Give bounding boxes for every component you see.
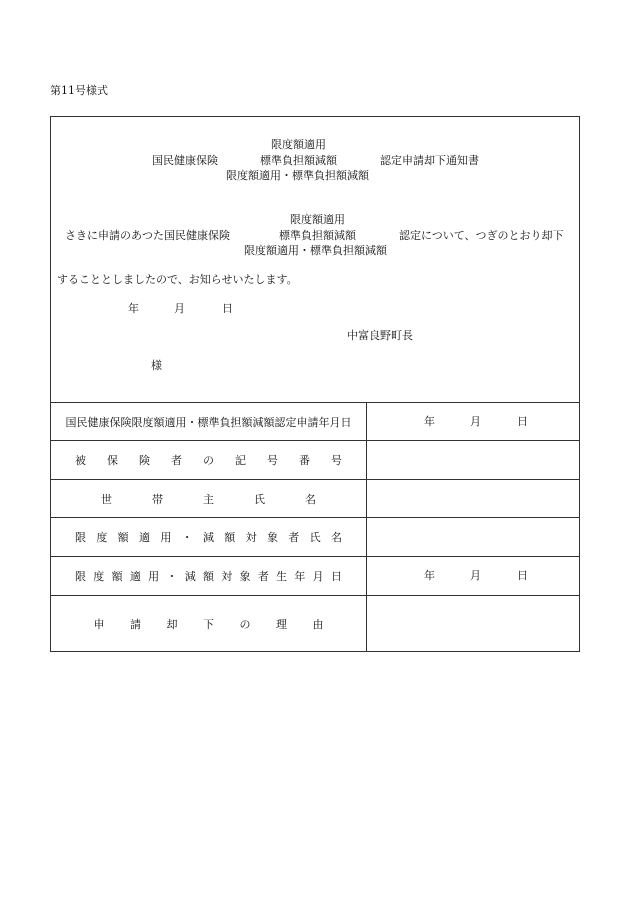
label-char: 対 — [245, 531, 257, 544]
label-char: 保 — [107, 454, 118, 467]
value-year: 年 — [424, 569, 435, 582]
label-char: 号 — [331, 454, 342, 467]
application-date-value — [367, 403, 579, 440]
title-line-top: 限度額適用 — [271, 138, 326, 151]
value-year: 年 — [424, 414, 435, 428]
label-char: 額 — [202, 570, 214, 583]
householder-name-label — [51, 480, 367, 517]
label-char: 生 — [276, 570, 288, 583]
label-char: 険 — [139, 454, 150, 467]
label-char: 額 — [111, 570, 123, 583]
table-row — [51, 441, 579, 480]
label-char: 者 — [171, 454, 182, 467]
label-char: 下 — [203, 617, 214, 631]
label-char: 世 — [101, 492, 112, 506]
body-line-continuation: することとしましたので、お知らせいたします。 — [57, 273, 298, 286]
label-char: 者 — [288, 531, 300, 544]
date-year: 年 — [128, 302, 139, 315]
label-char: 名 — [305, 492, 316, 506]
label-char: 適 — [129, 570, 141, 583]
label-char: 名 — [330, 531, 342, 544]
label-char: の — [239, 617, 251, 631]
rejection-reason-value — [367, 596, 579, 651]
row-label: 国民健康保険限度額適用・標準負担額減額認定申請年月日 — [65, 415, 352, 429]
body-line-bottom: 限度額適用・標準負担額減額 — [244, 244, 387, 257]
label-char: 日 — [330, 570, 342, 583]
label-char: 適 — [138, 531, 150, 544]
label-char: 由 — [312, 617, 324, 631]
body-line-mid-right: 認定について、つぎのとおり却下 — [399, 229, 564, 242]
table-row — [51, 480, 579, 518]
table-row — [51, 403, 579, 441]
body-line-mid-center: 標準負担額減額 — [279, 229, 356, 242]
value-day: 日 — [517, 414, 528, 428]
title-line-mid-right: 認定申請却下通知書 — [380, 154, 479, 167]
label-char: 限 — [75, 531, 86, 544]
target-person-name-label — [51, 518, 367, 556]
notice-box — [50, 116, 580, 403]
label-char: 対 — [221, 570, 233, 583]
label-char: 被 — [75, 454, 86, 467]
label-char: 理 — [276, 617, 287, 631]
label-char: 帯 — [152, 492, 163, 506]
value-day: 日 — [517, 569, 528, 582]
title-line-mid-center: 標準負担額減額 — [260, 154, 337, 167]
body-line-mid-left: さきに申請のあつた国民健康保険 — [65, 229, 230, 242]
value-month: 月 — [470, 414, 481, 428]
title-line-mid-left: 国民健康保険 — [152, 154, 218, 167]
label-char: 申 — [93, 617, 105, 631]
label-char: 度 — [96, 531, 108, 544]
application-date-label — [51, 403, 367, 440]
recipient-suffix: 様 — [151, 359, 162, 372]
label-char: 号 — [267, 454, 278, 467]
body-line-top: 限度額適用 — [290, 213, 345, 226]
label-char: 却 — [166, 617, 178, 631]
label-char: 年 — [294, 570, 306, 583]
target-person-birthdate-value — [367, 557, 579, 595]
target-person-name-value — [367, 518, 579, 556]
date-day: 日 — [222, 302, 233, 315]
date-month: 月 — [174, 302, 185, 315]
label-char: 象 — [266, 531, 278, 544]
label-char: 番 — [299, 454, 310, 467]
label-char: 請 — [130, 617, 141, 631]
table-row — [51, 518, 579, 557]
label-char: 主 — [203, 492, 214, 506]
details-table — [50, 402, 580, 652]
value-month: 月 — [470, 569, 481, 582]
label-char: ・ — [166, 570, 178, 583]
target-person-birthdate-label — [51, 557, 367, 595]
label-char: 減 — [184, 570, 196, 583]
label-char: 度 — [93, 570, 105, 583]
label-char: 用 — [160, 531, 172, 544]
label-char: 額 — [224, 531, 236, 544]
label-char: 象 — [239, 570, 251, 583]
householder-name-value — [367, 480, 579, 517]
label-char: ・ — [181, 531, 193, 544]
table-row — [51, 557, 579, 596]
label-char: 氏 — [254, 492, 265, 506]
label-char: 用 — [148, 570, 160, 583]
label-char: 額 — [117, 531, 129, 544]
form-number: 第11号様式 — [50, 84, 108, 97]
issuer: 中富良野町長 — [347, 329, 413, 342]
insured-number-label — [51, 441, 367, 479]
label-char: 氏 — [309, 531, 321, 544]
label-char: 記 — [235, 454, 246, 467]
rejection-reason-label — [51, 596, 367, 651]
label-char: 減 — [202, 531, 214, 544]
insured-number-value — [367, 441, 579, 479]
label-char: 限 — [75, 570, 86, 583]
title-line-bottom: 限度額適用・標準負担額減額 — [226, 169, 369, 182]
label-char: 者 — [257, 570, 269, 583]
label-char: の — [203, 454, 214, 467]
label-char: 月 — [312, 570, 324, 583]
table-row — [51, 596, 579, 651]
